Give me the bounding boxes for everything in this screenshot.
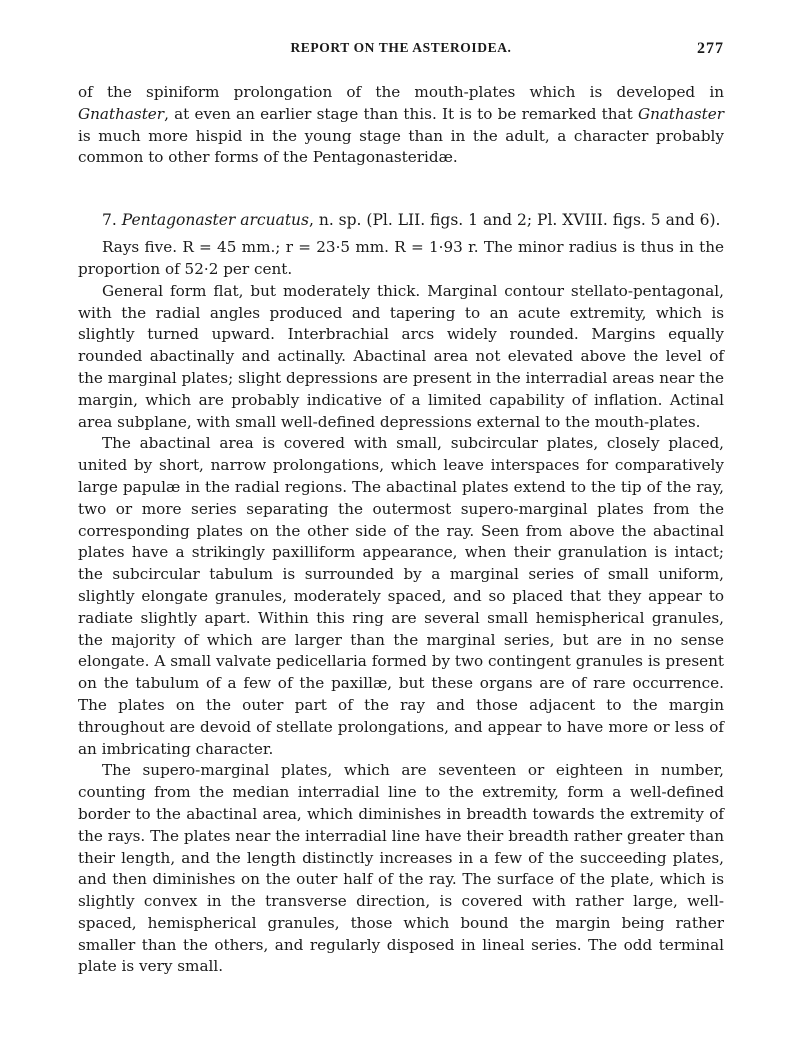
species-name: Pentagonaster arcuatus [121, 211, 309, 230]
intro-text-1: of the spiniform prolongation of the mouth-plates which is developed in [78, 83, 724, 101]
species-number: 7. [102, 211, 117, 230]
genus-name-1: Gnathaster [78, 104, 165, 123]
abactinal-area-paragraph: The abactinal area is covered with small, subcircular plates, closely placed, united by short, narrow prolongations, which leave interspaces for comparatively large papulæ in the radial regions. The abactinal plates extend to the tip of the ray, two or more series separating the outermost supero-marginal plates from the corresponding plates on the other side of the ray. Seen from above the abactinal plates have a strikingly paxilliform appearance, when their granulation is intact; the subcircular tabulum is surrounded by a marginal series of small uniform, slightly elongate granules, moderately spaced, and so placed that they appear to radiate slightly apart. Within this ring are several small hemispherical granules, the majority of which are larger than the marginal series, but are in no sense elongate. A small valvate pedicellaria formed by two contingent granules is present on the tabulum of a few of the paxillæ, but these organs are of rare occurrence. The plates on the outer part of the ray and those adjacent to the margin throughout are devoid of stellate prolongations, and appear to have more or less of an imbricating character. [78, 434, 724, 758]
intro-text-3: is much more hispid in the young stage than in the adult, a character probably common to other forms of the Pentagonasteridæ. [78, 126, 724, 167]
dimensions-paragraph: Rays five. R = 45 mm.; r = 23·5 mm. R = 1·93 r. The minor radius is thus in the proportion of 52·2 per cent. [78, 238, 724, 278]
running-header [78, 40, 724, 62]
genus-name-2: Gnathaster [637, 104, 724, 123]
general-form-paragraph: General form flat, but moderately thick. Marginal contour stellato-pentagonal, with the radial angles produced and tapering to an acute extremity, which is slightly turned upward. Interbrachial arcs widely rounded. Margins equally rounded abactinally and actinally. Abactinal area not elevated above the level of the marginal plates; slight depressions are present in the interradial areas near the margin, which are probably indicative of a limited capability of inflation. Actinal area subplane, with small well-defined depressions external to the mouth-plates. [78, 281, 724, 431]
intro-text-2: , at even an earlier stage than this. It is to be remarked that [164, 104, 638, 123]
intro-paragraph [78, 82, 724, 169]
supero-marginal-paragraph: The supero-marginal plates, which are seventeen or eighteen in number, counting from the median interradial line to the extremity, form a well-defined border to the abactinal area, which diminishes in breadth towards the extremity of the rays. The plates near the interradial line have their breadth rather greater than their length, and the length distinctly increases in a few of the succeeding plates, and then diminishes on the outer half of the ray. The surface of the plate, which is slightly convex in the transverse direction, is covered with rather large, well-spaced, hemispherical granules, those which bound the margin being rather smaller than the others, and regularly disposed in lineal series. The odd terminal plate is very small. [78, 761, 724, 976]
page-number: 277 [697, 40, 724, 57]
page [78, 40, 724, 978]
species-plates-reference: , n. sp. (Pl. LII. figs. 1 and 2; Pl. XVIII. figs. 5 and 6). [308, 211, 721, 230]
species-heading [78, 209, 724, 231]
running-title: REPORT ON THE ASTEROIDEA. [290, 40, 512, 55]
